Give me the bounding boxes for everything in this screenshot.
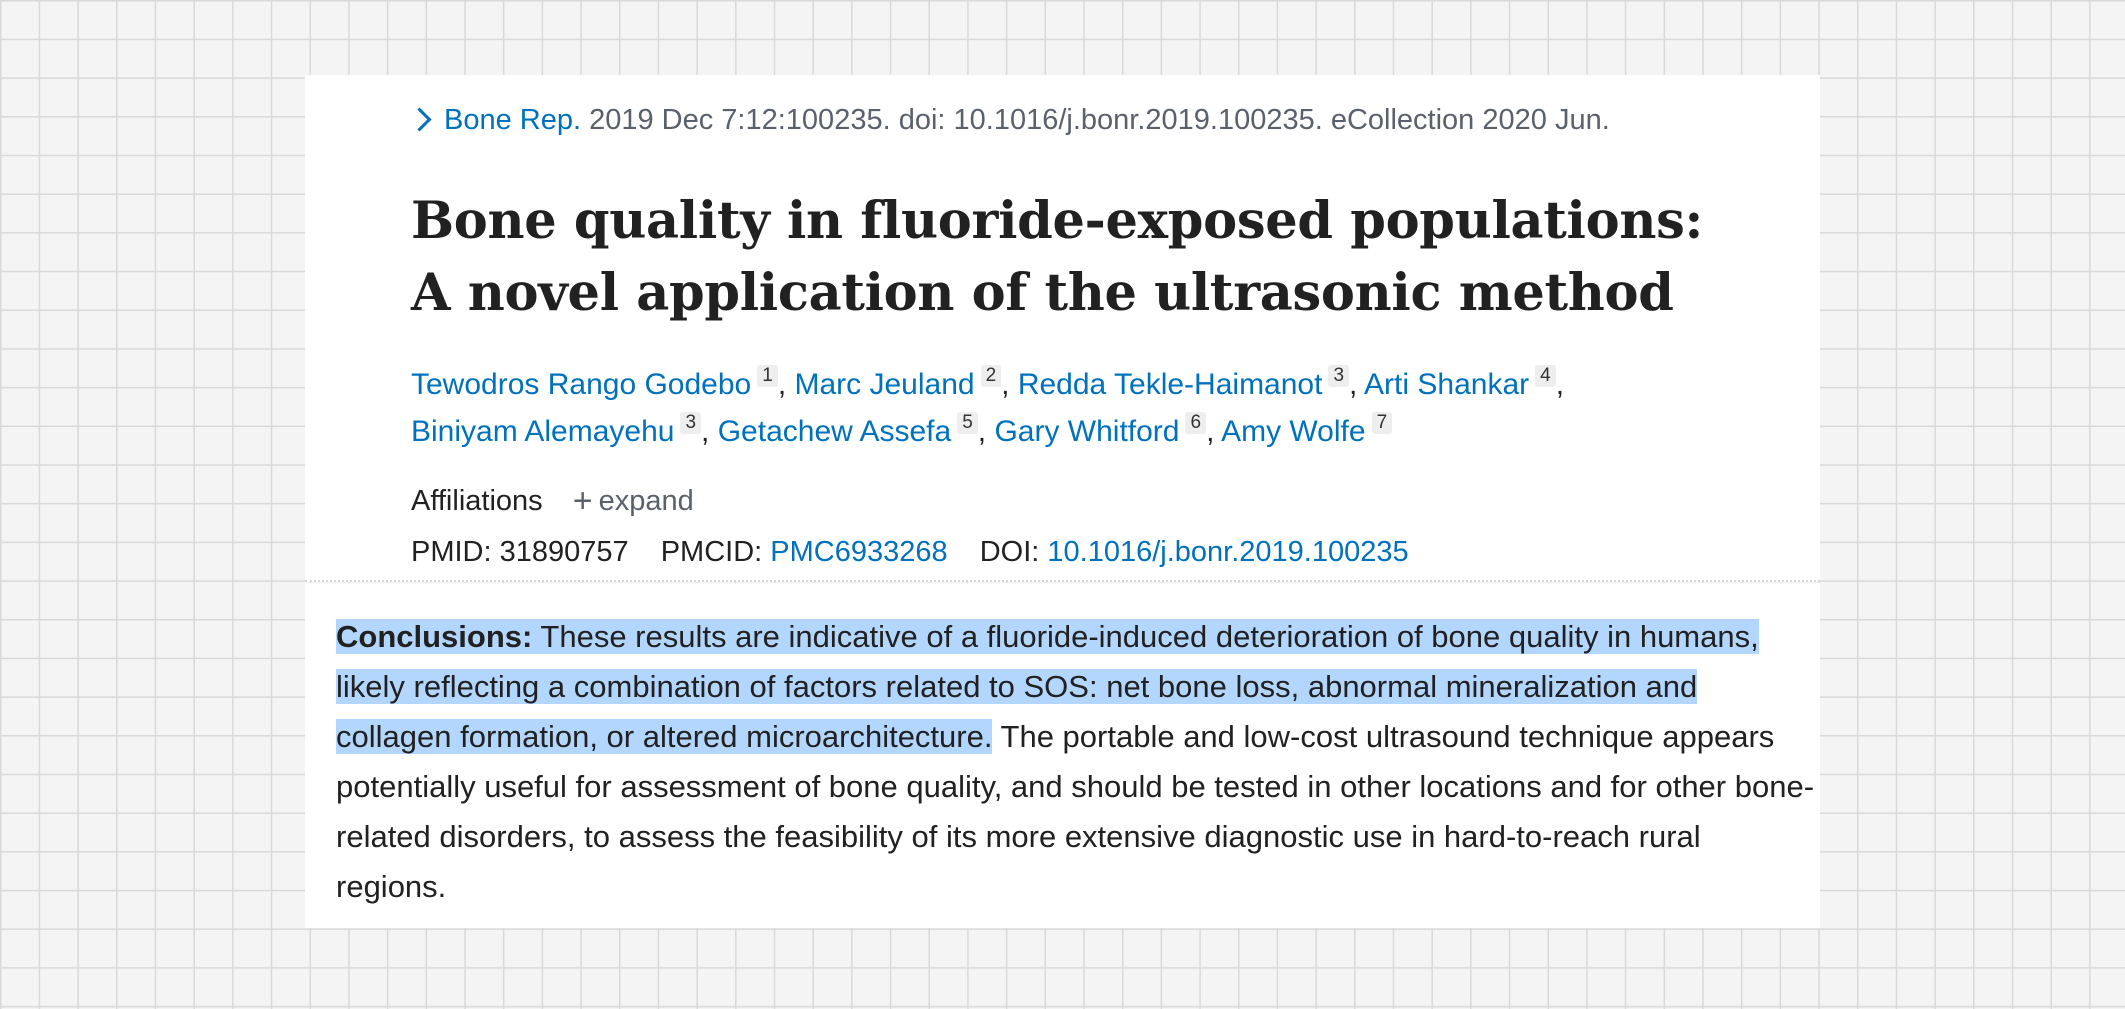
author-link[interactable]: Tewodros Rango Godebo bbox=[411, 368, 752, 401]
pmid bbox=[411, 536, 629, 568]
conclusions-rest-body: The portable and low-cost ultrasound technique appears potentially useful for assessment of bone quality, and should be tested in other locations and for other bone-related disorders, to assess the feasibility of its more extensive diagnostic use in hard-to-reach rural regions. bbox=[336, 719, 1815, 904]
conclusions-selected-body: These results are indicative of a fluoride-induced deterioration of bone quality in humans, likely reflecting a combination of factors related to SOS: net bone loss, abnormal mineralization and collagen formation, or altered microarchitecture. bbox=[336, 619, 1759, 754]
affiliation-number[interactable]: 5 bbox=[957, 412, 978, 434]
author-link[interactable]: Biniyam Alemayehu bbox=[411, 415, 675, 448]
affiliations-label: Affiliations bbox=[411, 485, 543, 517]
chevron-right-icon bbox=[407, 108, 431, 132]
expand-affiliations-button[interactable] bbox=[572, 482, 694, 520]
affiliation-number[interactable]: 1 bbox=[757, 365, 778, 387]
author-link[interactable]: Marc Jeuland bbox=[794, 368, 975, 401]
pmcid bbox=[661, 536, 948, 568]
author-link[interactable]: Gary Whitford bbox=[994, 415, 1180, 448]
citation-details: 2019 Dec 7:12:100235. doi: 10.1016/j.bonr.2019.100235. eCollection 2020 Jun. bbox=[581, 104, 1610, 136]
affiliations-row bbox=[411, 482, 694, 521]
expand-label: expand bbox=[598, 485, 694, 517]
journal-link[interactable]: Bone Rep. bbox=[444, 104, 582, 136]
conclusions-heading: Conclusions: bbox=[336, 619, 533, 654]
divider bbox=[305, 580, 1820, 582]
affiliation-number[interactable]: 6 bbox=[1185, 412, 1206, 434]
affiliation-number[interactable]: 7 bbox=[1372, 412, 1393, 434]
pmid-value: 31890757 bbox=[499, 536, 629, 568]
author-list: Tewodros Rango Godebo 1 , Marc Jeuland 2 , Redda Tekle-Haimanot 3 , Arti Shankar 4 , Biniyam Alemayehu 3 , Getachew Assefa 5 , Gary Whitford 6 , Amy Wolfe 7 bbox=[411, 365, 1565, 448]
abstract-conclusions bbox=[305, 583, 1820, 928]
pmid-label: PMID: bbox=[411, 536, 492, 568]
affiliation-number[interactable]: 3 bbox=[680, 412, 701, 434]
pmcid-link[interactable]: PMC6933268 bbox=[770, 536, 948, 568]
plus-icon: + bbox=[572, 482, 593, 520]
conclusions-paragraph bbox=[336, 612, 1816, 912]
author-link[interactable]: Getachew Assefa bbox=[717, 415, 952, 448]
article-header bbox=[305, 75, 1820, 582]
doi-label: DOI: bbox=[979, 536, 1040, 568]
doi bbox=[980, 536, 1409, 568]
citation-line bbox=[411, 103, 1610, 138]
author-link[interactable]: Redda Tekle-Haimanot bbox=[1017, 368, 1323, 401]
pmcid-label: PMCID: bbox=[660, 536, 763, 568]
affiliation-number[interactable]: 2 bbox=[981, 365, 1002, 387]
author-link[interactable]: Amy Wolfe bbox=[1221, 415, 1366, 448]
article-title: Bone quality in fluoride-exposed populations: A novel application of the ultrasonic method bbox=[411, 191, 1704, 323]
identifier-row bbox=[411, 536, 1409, 569]
author-link[interactable]: Arti Shankar bbox=[1364, 368, 1530, 401]
doi-link[interactable]: 10.1016/j.bonr.2019.100235 bbox=[1047, 536, 1409, 568]
affiliation-number[interactable]: 3 bbox=[1328, 365, 1349, 387]
affiliation-number[interactable]: 4 bbox=[1535, 365, 1556, 387]
